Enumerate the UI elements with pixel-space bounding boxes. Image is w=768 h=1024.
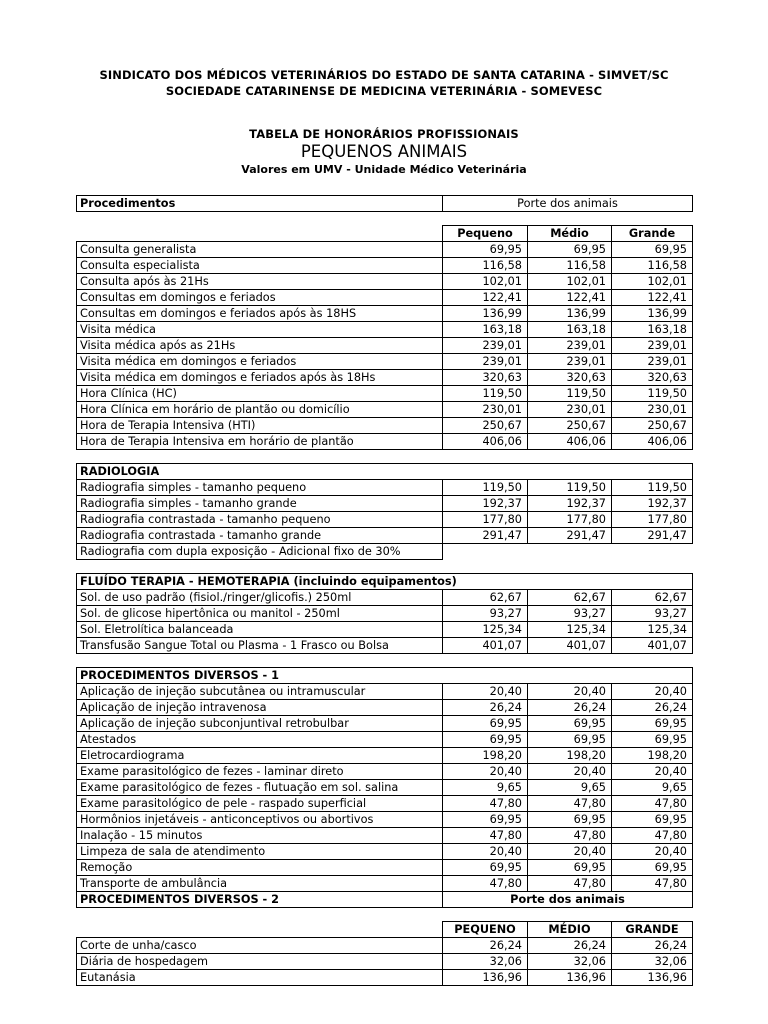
procedure-name: Visita médica em domingos e feriados após às 18Hs	[77, 370, 443, 386]
value-grande: 69,95	[612, 716, 693, 732]
value-pequeno: 26,24	[443, 938, 528, 954]
table-row	[77, 496, 693, 512]
value-grande: 93,27	[612, 606, 693, 622]
procedure-name: Exame parasitológico de fezes - laminar direto	[77, 764, 443, 780]
procedure-name: Consultas em domingos e feriados após às 18HS	[77, 306, 443, 322]
column-header-porte: Porte dos animais	[443, 196, 693, 212]
table-row	[77, 828, 693, 844]
value-medio: 125,34	[528, 622, 612, 638]
column-header-grande: Grande	[612, 226, 693, 242]
value-pequeno: 406,06	[443, 434, 528, 450]
diversos-1-rows	[77, 684, 693, 892]
value-pequeno: 20,40	[443, 764, 528, 780]
value-grande: 239,01	[612, 354, 693, 370]
table-row	[77, 844, 693, 860]
section-diversos-2: PROCEDIMENTOS DIVERSOS - 2	[77, 892, 443, 908]
value-grande: 401,07	[612, 638, 693, 654]
procedure-name: Eutanásia	[77, 970, 443, 986]
procedure-name: Hora Clínica em horário de plantão ou domicílio	[77, 402, 443, 418]
fees-table-main	[76, 195, 693, 986]
table-row	[77, 322, 693, 338]
procedure-name: Aplicação de injeção subcutânea ou intramuscular	[77, 684, 443, 700]
section-radiologia: RADIOLOGIA	[77, 464, 693, 480]
table-row	[77, 386, 693, 402]
table-row	[77, 274, 693, 290]
table-row	[77, 700, 693, 716]
value-medio: 119,50	[528, 386, 612, 402]
page-subtitle: PEQUENOS ANIMAIS	[300, 142, 468, 161]
column-header-grande-2: GRANDE	[612, 922, 693, 938]
value-grande: 69,95	[612, 242, 693, 258]
value-medio: 136,96	[528, 970, 612, 986]
value-pequeno: 69,95	[443, 860, 528, 876]
consultas-rows	[77, 242, 693, 450]
value-pequeno: 69,95	[443, 716, 528, 732]
table-row	[77, 748, 693, 764]
value-medio: 198,20	[528, 748, 612, 764]
value-medio: 192,37	[528, 496, 612, 512]
procedure-name: Diária de hospedagem	[77, 954, 443, 970]
value-grande: 192,37	[612, 496, 693, 512]
table-row	[77, 716, 693, 732]
value-medio: 116,58	[528, 258, 612, 274]
procedure-name: Radiografia simples - tamanho pequeno	[77, 480, 443, 496]
value-grande: 69,95	[612, 812, 693, 828]
value-grande: 320,63	[612, 370, 693, 386]
table-row	[77, 860, 693, 876]
procedure-name: Consulta após às 21Hs	[77, 274, 443, 290]
value-pequeno: 230,01	[443, 402, 528, 418]
table-row	[77, 684, 693, 700]
value-medio: 122,41	[528, 290, 612, 306]
table-row	[77, 590, 693, 606]
value-pequeno: 239,01	[443, 354, 528, 370]
table-row	[77, 764, 693, 780]
value-medio: 62,67	[528, 590, 612, 606]
value-grande: 230,01	[612, 402, 693, 418]
procedure-name: Atestados	[77, 732, 443, 748]
table-row	[77, 954, 693, 970]
value-pequeno: 102,01	[443, 274, 528, 290]
column-header-pequeno: Pequeno	[443, 226, 528, 242]
table-row	[77, 732, 693, 748]
value-grande: 163,18	[612, 322, 693, 338]
procedure-name: Inalação - 15 minutos	[77, 828, 443, 844]
column-header-medio: Médio	[528, 226, 612, 242]
fluido-rows	[77, 590, 693, 654]
value-grande: 69,95	[612, 732, 693, 748]
value-grande: 26,24	[612, 938, 693, 954]
procedure-name: Visita médica em domingos e feriados	[77, 354, 443, 370]
value-pequeno: 20,40	[443, 684, 528, 700]
radiologia-note: Radiografia com dupla exposição - Adicional fixo de 30%	[77, 544, 443, 560]
value-medio: 20,40	[528, 844, 612, 860]
table-row	[77, 354, 693, 370]
value-pequeno: 163,18	[443, 322, 528, 338]
value-grande: 102,01	[612, 274, 693, 290]
value-pequeno: 69,95	[443, 732, 528, 748]
value-medio: 291,47	[528, 528, 612, 544]
procedure-name: Consultas em domingos e feriados	[77, 290, 443, 306]
value-medio: 20,40	[528, 684, 612, 700]
procedure-name: Transporte de ambulância	[77, 876, 443, 892]
value-pequeno: 69,95	[443, 242, 528, 258]
table-row	[77, 638, 693, 654]
value-medio: 20,40	[528, 764, 612, 780]
table-row	[77, 938, 693, 954]
value-medio: 47,80	[528, 796, 612, 812]
value-medio: 69,95	[528, 242, 612, 258]
value-pequeno: 9,65	[443, 780, 528, 796]
value-medio: 177,80	[528, 512, 612, 528]
column-header-medio-2: MÉDIO	[528, 922, 612, 938]
value-grande: 9,65	[612, 780, 693, 796]
value-pequeno: 177,80	[443, 512, 528, 528]
value-medio: 406,06	[528, 434, 612, 450]
value-grande: 69,95	[612, 860, 693, 876]
value-grande: 47,80	[612, 828, 693, 844]
table-row	[77, 290, 693, 306]
section-diversos-1: PROCEDIMENTOS DIVERSOS - 1	[77, 668, 693, 684]
value-medio: 239,01	[528, 354, 612, 370]
value-grande: 62,67	[612, 590, 693, 606]
table-row	[77, 512, 693, 528]
value-medio: 69,95	[528, 860, 612, 876]
union-name: SINDICATO DOS MÉDICOS VETERINÁRIOS DO ESTADO DE SANTA CATARINA - SIMVET/SC	[99, 68, 669, 82]
value-grande: 20,40	[612, 764, 693, 780]
value-grande: 116,58	[612, 258, 693, 274]
procedure-name: Remoção	[77, 860, 443, 876]
value-grande: 122,41	[612, 290, 693, 306]
column-header-procedimentos: Procedimentos	[77, 196, 443, 212]
diversos-2-rows	[77, 938, 693, 986]
value-pequeno: 62,67	[443, 590, 528, 606]
table-row	[77, 242, 693, 258]
procedure-name: Corte de unha/casco	[77, 938, 443, 954]
value-pequeno: 20,40	[443, 844, 528, 860]
table-row	[77, 434, 693, 450]
value-medio: 401,07	[528, 638, 612, 654]
table-row	[77, 528, 693, 544]
value-medio: 32,06	[528, 954, 612, 970]
table-row	[77, 622, 693, 638]
value-grande: 32,06	[612, 954, 693, 970]
value-grande: 20,40	[612, 684, 693, 700]
value-grande: 177,80	[612, 512, 693, 528]
table-row	[77, 258, 693, 274]
procedure-name: Visita médica após as 21Hs	[77, 338, 443, 354]
value-medio: 239,01	[528, 338, 612, 354]
value-pequeno: 125,34	[443, 622, 528, 638]
value-medio: 163,18	[528, 322, 612, 338]
diversos-2-porte: Porte dos animais	[443, 892, 693, 908]
value-grande: 20,40	[612, 844, 693, 860]
table-row	[77, 606, 693, 622]
value-pequeno: 116,58	[443, 258, 528, 274]
procedure-name: Limpeza de sala de atendimento	[77, 844, 443, 860]
procedure-name: Exame parasitológico de fezes - flutuação em sol. salina	[77, 780, 443, 796]
value-medio: 69,95	[528, 732, 612, 748]
value-grande: 136,96	[612, 970, 693, 986]
value-grande: 47,80	[612, 796, 693, 812]
value-medio: 47,80	[528, 876, 612, 892]
value-medio: 9,65	[528, 780, 612, 796]
table-row	[77, 970, 693, 986]
table-row	[77, 812, 693, 828]
procedure-name: Radiografia contrastada - tamanho pequeno	[77, 512, 443, 528]
procedure-name: Transfusão Sangue Total ou Plasma - 1 Frasco ou Bolsa	[77, 638, 443, 654]
table-row	[77, 876, 693, 892]
value-pequeno: 192,37	[443, 496, 528, 512]
table-row	[77, 306, 693, 322]
procedure-name: Hormônios injetáveis - anticonceptivos ou abortivos	[77, 812, 443, 828]
value-pequeno: 401,07	[443, 638, 528, 654]
table-row	[77, 370, 693, 386]
value-grande: 125,34	[612, 622, 693, 638]
value-medio: 136,99	[528, 306, 612, 322]
value-grande: 198,20	[612, 748, 693, 764]
procedure-name: Exame parasitológico de pele - raspado superficial	[77, 796, 443, 812]
value-pequeno: 136,96	[443, 970, 528, 986]
table-row	[77, 480, 693, 496]
value-medio: 93,27	[528, 606, 612, 622]
table-row	[77, 796, 693, 812]
table-row	[77, 338, 693, 354]
value-medio: 102,01	[528, 274, 612, 290]
value-pequeno: 320,63	[443, 370, 528, 386]
value-pequeno: 136,99	[443, 306, 528, 322]
value-grande: 119,50	[612, 386, 693, 402]
table-row	[77, 418, 693, 434]
value-pequeno: 250,67	[443, 418, 528, 434]
value-pequeno: 69,95	[443, 812, 528, 828]
value-grande: 119,50	[612, 480, 693, 496]
column-header-pequeno-2: PEQUENO	[443, 922, 528, 938]
procedure-name: Visita médica	[77, 322, 443, 338]
value-medio: 26,24	[528, 938, 612, 954]
value-pequeno: 93,27	[443, 606, 528, 622]
procedure-name: Radiografia contrastada - tamanho grande	[77, 528, 443, 544]
society-name: SOCIEDADE CATARINENSE DE MEDICINA VETERINÁRIA - SOMEVESC	[165, 84, 603, 98]
value-medio: 250,67	[528, 418, 612, 434]
procedure-name: Hora Clínica (HC)	[77, 386, 443, 402]
radiologia-rows	[77, 480, 693, 544]
procedure-name: Radiografia simples - tamanho grande	[77, 496, 443, 512]
table-row	[77, 780, 693, 796]
table-title: TABELA DE HONORÁRIOS PROFISSIONAIS	[249, 127, 519, 141]
procedure-name: Sol. de uso padrão (fisiol./ringer/glicofis.) 250ml	[77, 590, 443, 606]
table-row	[77, 402, 693, 418]
value-pequeno: 47,80	[443, 876, 528, 892]
section-fluido-terapia: FLUÍDO TERAPIA - HEMOTERAPIA (incluindo equipamentos)	[77, 574, 693, 590]
value-grande: 239,01	[612, 338, 693, 354]
value-medio: 69,95	[528, 716, 612, 732]
value-grande: 291,47	[612, 528, 693, 544]
value-pequeno: 47,80	[443, 828, 528, 844]
procedure-name: Eletrocardiograma	[77, 748, 443, 764]
value-pequeno: 239,01	[443, 338, 528, 354]
value-medio: 320,63	[528, 370, 612, 386]
value-pequeno: 47,80	[443, 796, 528, 812]
value-pequeno: 119,50	[443, 480, 528, 496]
procedure-name: Hora de Terapia Intensiva em horário de plantão	[77, 434, 443, 450]
value-pequeno: 32,06	[443, 954, 528, 970]
value-medio: 119,50	[528, 480, 612, 496]
value-grande: 136,99	[612, 306, 693, 322]
procedure-name: Consulta generalista	[77, 242, 443, 258]
procedure-name: Hora de Terapia Intensiva (HTI)	[77, 418, 443, 434]
value-medio: 47,80	[528, 828, 612, 844]
value-medio: 69,95	[528, 812, 612, 828]
value-pequeno: 291,47	[443, 528, 528, 544]
value-pequeno: 119,50	[443, 386, 528, 402]
procedure-name: Aplicação de injeção subconjuntival retrobulbar	[77, 716, 443, 732]
procedure-name: Sol. Eletrolítica balanceada	[77, 622, 443, 638]
procedure-name: Aplicação de injeção intravenosa	[77, 700, 443, 716]
value-grande: 250,67	[612, 418, 693, 434]
value-medio: 230,01	[528, 402, 612, 418]
value-pequeno: 122,41	[443, 290, 528, 306]
value-pequeno: 198,20	[443, 748, 528, 764]
value-grande: 406,06	[612, 434, 693, 450]
value-grande: 47,80	[612, 876, 693, 892]
procedure-name: Consulta especialista	[77, 258, 443, 274]
value-grande: 26,24	[612, 700, 693, 716]
units-note: Valores em UMV - Unidade Médico Veterinária	[241, 163, 527, 176]
value-pequeno: 26,24	[443, 700, 528, 716]
procedure-name: Sol. de glicose hipertônica ou manitol - 250ml	[77, 606, 443, 622]
value-medio: 26,24	[528, 700, 612, 716]
